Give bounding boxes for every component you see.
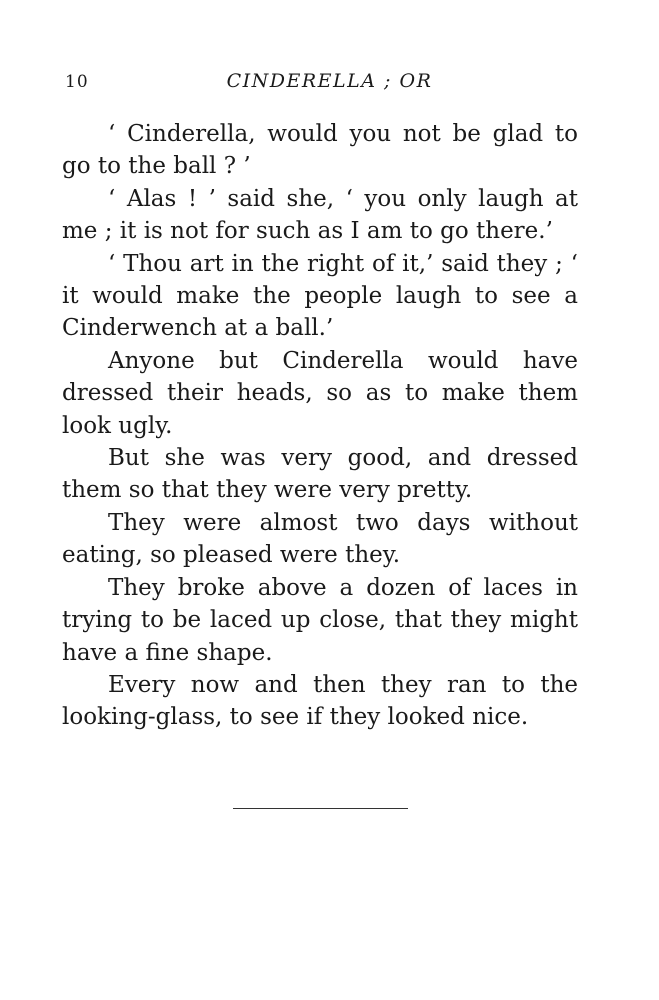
paragraph: ‘ Cinderella, would you not be glad to go to the ball ? ’ bbox=[62, 121, 578, 180]
running-title: CINDERELLA ; OR bbox=[226, 70, 433, 92]
paragraph: ‘ Alas ! ’ said she, ‘ you only laugh at me ; it is not for such as I am to go there.’ bbox=[62, 185, 578, 245]
paragraph: ‘ Thou art in the right of it,’ said they ; ‘ it would make the people laugh to see a Cinderwench at a ball.’ bbox=[62, 250, 578, 342]
section-divider-rule bbox=[233, 808, 408, 809]
body-text bbox=[62, 118, 578, 734]
page-number: 10 bbox=[65, 72, 89, 92]
paragraph: Anyone but Cinderella would have dressed their heads, so as to make them look ugly. bbox=[62, 347, 578, 439]
paragraph: They were almost two days without eating, so pleased were they. bbox=[62, 509, 578, 569]
paragraph: But she was very good, and dressed them so that they were very pretty. bbox=[62, 445, 578, 504]
paragraph: They broke above a dozen of laces in trying to be laced up close, that they might have a fine shape. bbox=[62, 574, 578, 666]
paragraph: Every now and then they ran to the looking-glass, to see if they looked nice. bbox=[62, 671, 578, 731]
